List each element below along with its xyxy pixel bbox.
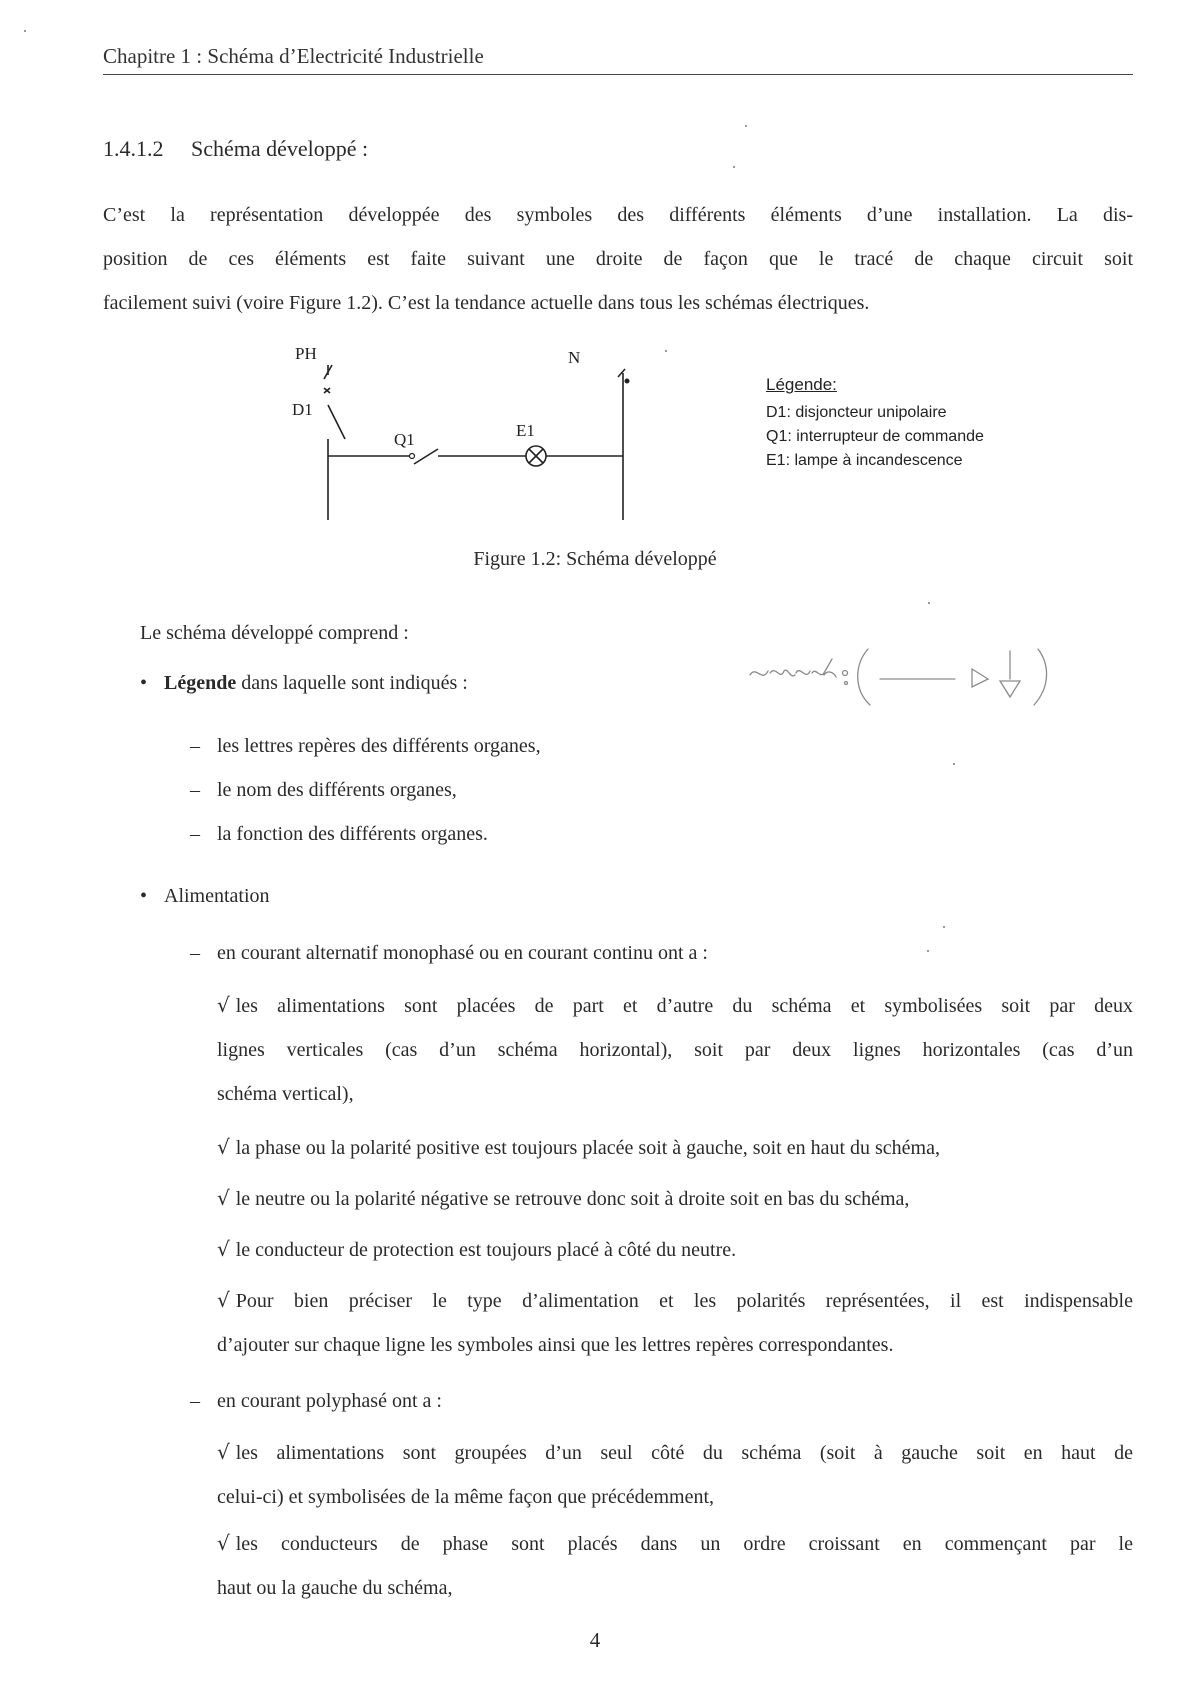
dash-ac: – en courant alternatif monophasé ou en courant continu ont a : [190,942,708,964]
bullet-bold: Légende [164,672,237,694]
e1-lamp-cross [529,449,543,463]
q1-contact [414,449,438,464]
dash-item: – les lettres repères des différents organes, [190,735,541,757]
check-icon: √ [217,1237,230,1261]
legend-item: D1: disjoncteur unipolaire [766,404,947,421]
check-item: √ les alimentations sont placées de part et d’autre du schéma et symbolisées soit par deux lignes verticales (cas d’un schéma horizontal), soit par deux lignes horizontales (cas d’un schéma vertical), [217,993,1133,1105]
lead-text: Le schéma développé comprend : [140,622,409,644]
section-heading [103,136,368,162]
check-item: √ les conducteurs de phase sont placés dans un ordre croissant en commençant par le haut ou la gauche du schéma, [217,1531,1133,1599]
bullet-text: Alimentation [164,885,270,907]
label-q1: Q1 [394,430,415,449]
legend-item: Q1: interrupteur de commande [766,428,984,445]
check-icon: √ [217,1531,230,1555]
figure-caption: Figure 1.2: Schéma développé [473,548,717,570]
scan-speck [928,602,930,604]
q1-terminal [410,454,415,459]
legend-title: Légende: [766,375,837,394]
section-number: 1.4.1.2 [103,136,164,161]
check-icon: √ [217,1440,230,1464]
circuit-diagram [280,335,680,535]
bullet-marker: • [140,672,148,694]
bullet-text: dans laquelle sont indiqués : [236,672,468,694]
check-item: √ Pour bien préciser le type d’alimentation et les polarités représentées, il est indispensable d’ajouter sur chaque ligne les symboles ainsi que les lettres repères correspondantes. [217,1288,1133,1356]
n-tick [618,369,625,377]
bullet-marker: • [140,885,148,907]
ph-cross [324,388,330,393]
scan-speck [24,30,26,32]
check-icon: √ [217,1135,230,1159]
legend-item: E1: lampe à incandescence [766,452,963,469]
scan-speck [943,926,945,928]
intro-line: position de ces éléments est faite suivant une droite de façon que le tracé de chaque circuit soit [103,248,1133,270]
dash-poly: – en courant polyphasé ont a : [190,1390,442,1412]
intro-paragraph [103,193,1133,325]
label-n: N [568,348,581,367]
check-icon: √ [217,1288,230,1312]
running-header: Chapitre 1 : Schéma d’Electricité Industrielle [103,44,484,68]
label-d1: D1 [292,400,313,419]
bullet-legende [140,672,468,695]
check-item: √ la phase ou la polarité positive est toujours placée soit à gauche, soit en haut du schéma, [217,1135,940,1159]
intro-line: facilement suivi (voire Figure 1.2). C’est la tendance actuelle dans tous les schémas électriques. [103,292,870,314]
check-icon: √ [217,993,230,1017]
scan-speck [927,950,929,952]
check-item: √ le conducteur de protection est toujours placé à côté du neutre. [217,1237,737,1261]
check-icon: √ [217,1186,230,1210]
n-dot [625,379,630,384]
check-item: √ les alimentations sont groupées d’un seul côté du schéma (soit à gauche soit en haut de celui-ci) et symbolisées de la même façon que précédemment, [217,1440,1133,1508]
label-ph: PH [295,344,317,363]
figure-legend [766,373,984,473]
bullet-alimentation [140,885,270,908]
intro-line: C’est la représentation développée des symboles des différents éléments d’une installation. La dis- [103,204,1133,226]
dash-item: – la fonction des différents organes. [190,823,488,845]
page-number: 4 [589,1628,601,1652]
label-e1: E1 [516,421,535,440]
dash-item: – le nom des différents organes, [190,779,457,801]
handwritten-note [740,635,1120,710]
section-title: Schéma développé : [191,136,369,161]
header-rule [103,74,1133,75]
scan-speck [953,763,955,765]
scan-speck [733,166,735,168]
scan-speck [745,125,747,127]
check-item: √ le neutre ou la polarité négative se retrouve donc soit à droite soit en bas du schéma, [217,1186,910,1210]
d1-contact [328,405,345,439]
scan-speck [665,350,667,352]
